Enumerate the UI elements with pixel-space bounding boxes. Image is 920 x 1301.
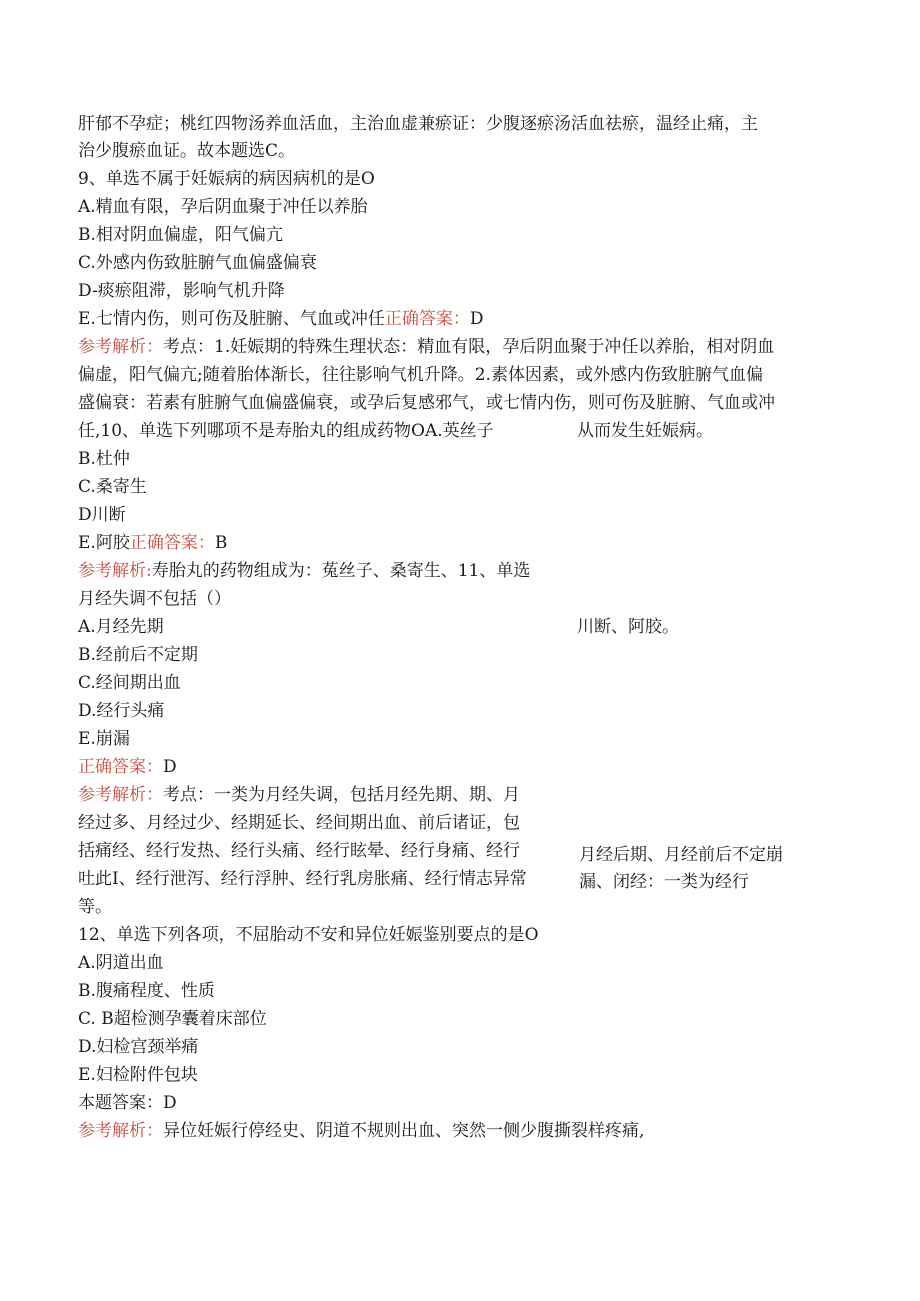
- option-line: C.桑寄生: [78, 477, 147, 497]
- analysis-label: 参考解析：: [78, 785, 163, 805]
- option-line: E.妇检附件包块: [78, 1065, 198, 1085]
- analysis-line: 参考解析：考点：1.妊娠期的特殊生理状态：精血有限，孕后阴血聚于冲任以养胎，相对阴血: [78, 337, 775, 357]
- option-line: B.腹痛程度、性质: [78, 981, 215, 1001]
- answer-value: B: [214, 533, 228, 553]
- text-line: 任,10、单选下列哪项不是寿胎丸的组成药物OA.英丝子: [78, 421, 494, 441]
- text-line: 等。: [78, 897, 112, 917]
- text-line: 盛偏衰：若素有脏腑气血偏盛偏衰，或孕后复感邪气，或七情内伤，则可伤及脏腑、气血或冲: [78, 393, 775, 413]
- text-line: 治少腹瘀血证。故本题选C。: [78, 141, 296, 161]
- option-line: D.经行头痛: [78, 701, 165, 721]
- side-note: 月经后期、月经前后不定崩: [579, 845, 783, 865]
- answer-label: 正确答案：: [78, 757, 163, 777]
- answer-label: 正确答案：: [129, 533, 215, 553]
- option-line: D川断: [78, 505, 126, 525]
- question-11-stem: 月经失调不包括（）: [78, 589, 231, 609]
- option-line: C. B超检测孕囊着床部位: [78, 1009, 267, 1029]
- option-line: B.相对阴血偏虚，阳气偏亢: [78, 225, 283, 245]
- side-note: 从而发生妊娠病。: [577, 421, 713, 441]
- analysis-label: 参考解析：: [78, 337, 163, 357]
- option-line: D-痰瘀阻滞，影响气机升降: [78, 281, 285, 301]
- option-line: E.阿胶正确答案：B: [78, 533, 228, 553]
- text-line: 肝郁不孕症；桃红四物汤养血活血，主治血虚兼瘀证：少腹逐瘀汤活血祛瘀，温经止痛，主: [78, 114, 758, 134]
- answer-line: 本题答案：D: [78, 1093, 177, 1113]
- question-12-stem: 12、单选下列各项，不屈胎动不安和异位妊娠鉴别要点的是O: [78, 925, 539, 945]
- option-line: B.经前后不定期: [78, 645, 198, 665]
- answer-value: D: [469, 309, 484, 329]
- option-line: C.外感内伤致脏腑气血偏盛偏衰: [78, 253, 317, 273]
- option-line: C.经间期出血: [78, 673, 181, 693]
- question-9-stem: 9、单选不属于妊娠病的病因病机的是O: [78, 169, 375, 189]
- option-line: B.杜仲: [78, 449, 130, 469]
- text-line: 括痛经、经行发热、经行头痛、经行眩晕、经行身痛、经行: [78, 841, 520, 861]
- option-line: A.阴道出血: [78, 953, 164, 973]
- analysis-line: 参考解析:寿胎丸的药物组成为：菟丝子、桑寄生、11、单选: [78, 561, 531, 581]
- option-line: E.崩漏: [78, 729, 130, 749]
- analysis-line: 参考解析：异位妊娠行停经史、阴道不规则出血、突然一侧少腹撕裂样疼痛,: [78, 1121, 645, 1141]
- option-line: E.七情内伤，则可伤及脏腑、气血或冲任正确答案：D: [78, 309, 484, 329]
- side-note: 川断、阿胶。: [577, 617, 679, 637]
- option-line: A.月经先期: [78, 617, 164, 637]
- analysis-label: 参考解析：: [78, 1121, 163, 1141]
- analysis-line: 参考解析：考点：一类为月经失调，包括月经先期、期、月: [78, 785, 520, 805]
- option-line: D.妇检宫颈举痛: [78, 1037, 199, 1057]
- text-line: 经过多、月经过少、经期延长、经间期出血、前后诸证，包: [78, 813, 520, 833]
- text-line: 吐此I、经行泄泻、经行浮肿、经行乳房胀痛、经行情志异常: [78, 869, 527, 889]
- analysis-label: 参考解析:: [78, 561, 152, 581]
- answer-line: [78, 756, 177, 778]
- answer-value: D: [163, 757, 177, 777]
- side-note: 漏、闭经：一类为经行: [579, 872, 749, 892]
- answer-label: 正确答案：: [384, 309, 470, 329]
- text-line: 偏虚，阳气偏亢;随着胎体渐长，往往影响气机升降。2.素体因素，或外感内伤致脏腑气血偏: [78, 365, 763, 385]
- option-line: A.精血有限，孕后阴血聚于冲任以养胎: [78, 197, 368, 217]
